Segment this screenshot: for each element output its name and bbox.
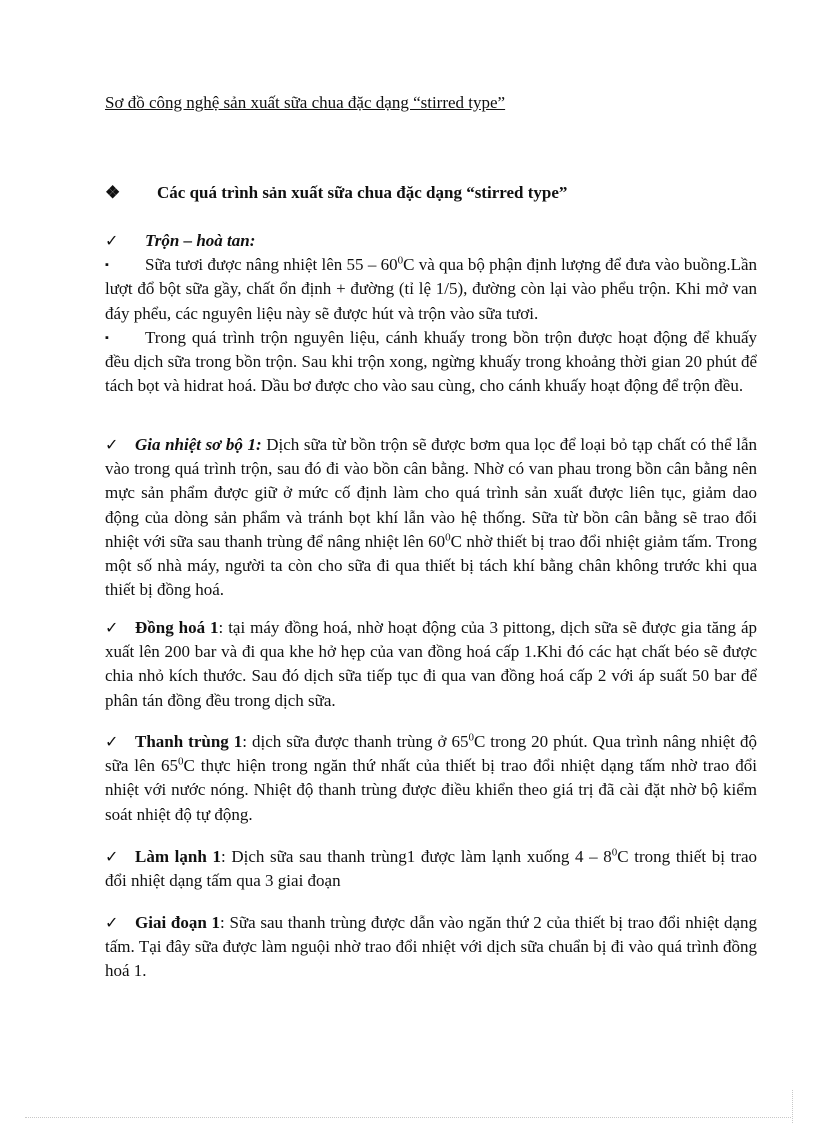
page-border-tick <box>792 1090 793 1123</box>
stage1-title: Giai đoạn 1 <box>135 913 221 932</box>
checkmark-icon: ✓ <box>105 231 119 250</box>
preheat-title: Gia nhiệt sơ bộ 1: <box>135 435 262 454</box>
pasteurization-title: Thanh trùng 1 <box>135 732 243 751</box>
mixing-section <box>105 229 757 398</box>
checkmark-icon: ✓ <box>105 435 119 454</box>
pasteurization-section: ✓ Thanh trùng 1: dịch sữa được thanh trùng ở $65^0C$ trong 20 phút. Qua trình nâng nhiệt độ sữa lên $65^0C$ thực hiện trong ngăn thứ nhất của thiết bị trao đổi nhiệt dạng tấm nhờ trao đổi nhiệt với nước nóng. Nhiệt độ thanh trùng được điều khiển theo giá trị đã cài đặt nhờ bộ kiểm soát nhiệt độ tự động. <box>105 731 757 824</box>
checkmark-icon: ✓ <box>105 618 119 637</box>
diamond-bullet-icon: ❖ <box>105 183 121 202</box>
document-title: Sơ đồ công nghệ sản xuất sữa chua đặc dạng “stirred type” <box>105 93 506 112</box>
mixing-title-line <box>105 229 757 253</box>
page-border-line <box>25 1117 791 1118</box>
checkmark-icon: ✓ <box>105 913 119 932</box>
homogenization-section: ✓ Đồng hoá 1: tại máy đồng hoá, nhờ hoạt động của 3 pittong, dịch sữa sẽ được gia tăng áp xuất lên 200 bar và đi qua khe hở hẹp của van đồng hoá cấp 1.Khi đó các hạt chất béo sẽ được chia nhỏ kích thước. Sau đó dịch sữa tiếp tục đi qua van đồng hoá cấp 2 với áp suất 50 bar để phân tán đồng đều trong dịch sữa. <box>105 618 758 710</box>
square-bullet-icon: ▪ <box>105 259 109 272</box>
checkmark-icon: ✓ <box>105 732 119 751</box>
checkmark-icon: ✓ <box>105 847 119 866</box>
cooling-title: Làm lạnh 1 <box>135 847 221 866</box>
preheat-section: ✓ Gia nhiệt sơ bộ 1: Dịch sữa từ bồn trộn sẽ được bơm qua lọc để loại bỏ tạp chất có thể lẫn vào trong quá trình trộn, sau đó đi vào bồn cân bằng. Nhờ có van phau trong bồn cân bằng nên mực sản phẩm được giữ ở mức cố định làm cho quá trình sản xuất được liên tục, giảm dao động của dòng sản phẩm và tránh bọt khí lẫn vào hệ thống. Sữa từ bồn cân bằng sẽ trao đổi nhiệt với sữa sau thanh trùng để nâng nhiệt lên $60^0C$ nhờ thiết bị trao đổi nhiệt giảm tấm. Trong một số nhà máy, người ta còn cho sữa đi qua thiết bị tách khí bằng chân không trước khi qua thiết bị đồng hoá. <box>105 435 757 600</box>
mixing-paragraph-2: ▪ Trong quá trình trộn nguyên liệu, cánh khuấy trong bồn trộn được hoạt động để khuấy đều dịch sữa trong bồn trộn. Sau khi trộn xong, ngừng khuấy trong khoảng thời gian 20 phút để tách bọt và hidrat hoá. Dầu bơ được cho vào sau cùng, cho cánh khuấy hoạt động để trộn đều. <box>105 327 757 396</box>
section-heading <box>105 183 745 203</box>
mixing-title: Trộn – hoà tan: <box>145 231 256 250</box>
mixing-paragraph-1: ▪ Sữa tươi được nâng nhiệt lên $55 - 60^0C$ và qua bộ phận định lượng để đưa vào buồng.Lần lượt đổ bột sữa gầy, chất ổn định + đường (tỉ lệ 1/5), đường còn lại vào phểu trộn. Khi mở van đáy phểu, các nguyên liệu này sẽ được hút và trộn vào sữa tươi. <box>105 254 757 323</box>
square-bullet-icon: ▪ <box>105 331 109 344</box>
homogenization-title: Đồng hoá 1 <box>135 618 219 637</box>
stage1-section: ✓ Giai đoạn 1: Sữa sau thanh trùng được dẫn vào ngăn thứ 2 của thiết bị trao đổi nhiệt dạng tấm. Tại đây sữa được làm nguội nhờ trao đổi nhiệt với dịch sữa chuẩn bị đi vào quá trình đồng hoá 1. <box>105 913 757 981</box>
section-heading-text: Các quá trình sản xuất sữa chua đặc dạng “stirred type” <box>157 183 568 202</box>
cooling-section: ✓ Làm lạnh 1: Dịch sữa sau thanh trùng1 được làm lạnh xuống $4 - 8^0C$ trong thiết bị trao đổi nhiệt dạng tấm qua 3 giai đoạn <box>105 846 758 891</box>
